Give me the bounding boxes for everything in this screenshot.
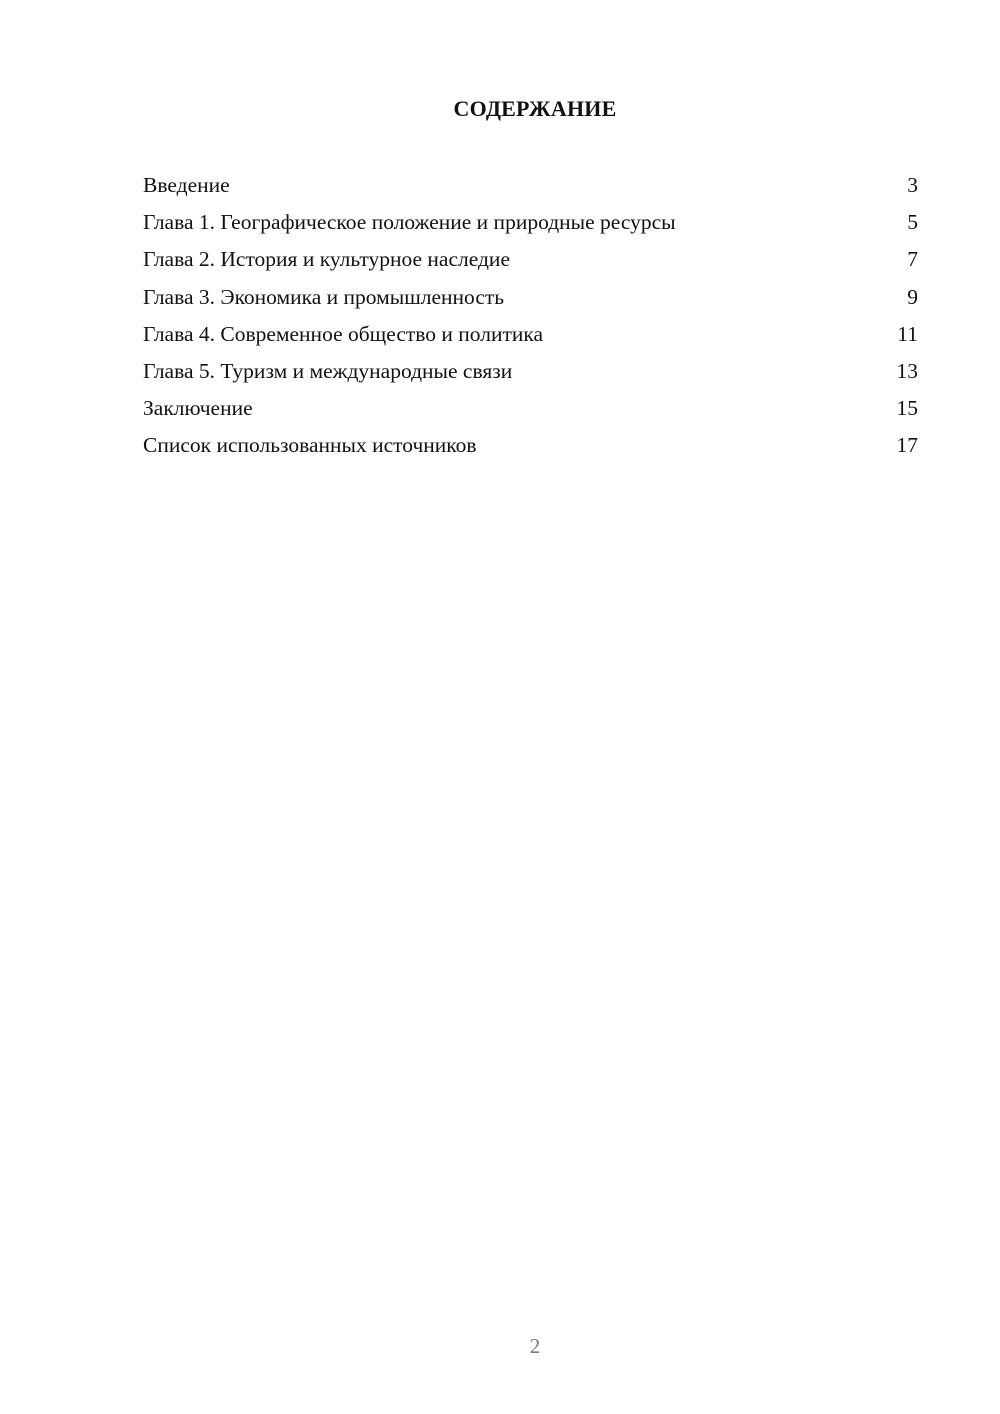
toc-item-label: Заключение: [143, 396, 253, 421]
toc-item-label: Список использованных источников: [143, 433, 477, 458]
toc-item: [143, 317, 918, 354]
toc-item-label: Глава 1. Географическое положение и природные ресурсы: [143, 210, 676, 235]
toc-item-page: 5: [907, 210, 918, 235]
toc-item-label: Глава 4. Современное общество и политика: [143, 321, 544, 346]
toc-item: [143, 205, 918, 242]
toc-item-page: 13: [896, 358, 918, 383]
toc-item: [143, 428, 918, 465]
toc-item: [143, 391, 918, 428]
table-of-contents: [143, 168, 918, 466]
page-title: СОДЕРЖАНИЕ: [453, 96, 617, 121]
page-number: 2: [529, 1334, 541, 1358]
toc-item-page: 3: [907, 173, 918, 197]
toc-item-page: 9: [907, 284, 918, 309]
toc-item-label: Глава 3. Экономика и промышленность: [143, 284, 505, 309]
toc-item-page: 11: [897, 321, 918, 346]
toc-item: [143, 242, 918, 279]
toc-item-page: 7: [907, 247, 918, 272]
toc-item-page: 15: [896, 396, 918, 421]
toc-item-label: Глава 5. Туризм и международные связи: [143, 358, 513, 383]
toc-item: [143, 280, 918, 317]
toc-item: [143, 354, 918, 391]
toc-item-label: Введение: [143, 173, 230, 197]
toc-item-label: Глава 2. История и культурное наследие: [143, 247, 510, 272]
toc-item: [143, 168, 918, 205]
toc-item-page: 17: [896, 433, 918, 458]
